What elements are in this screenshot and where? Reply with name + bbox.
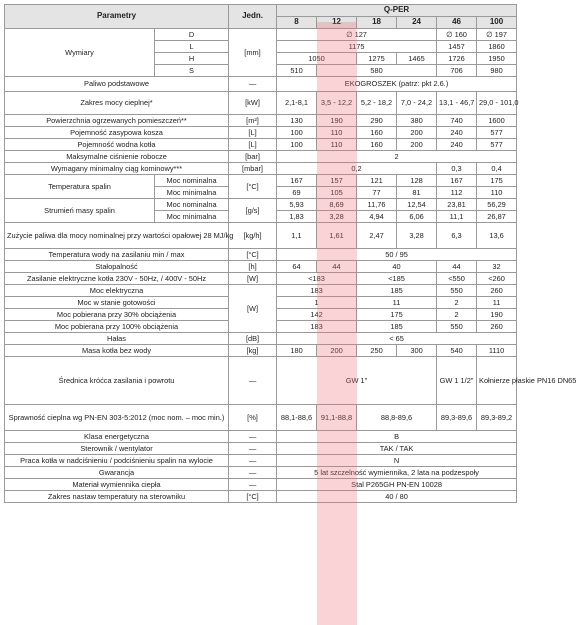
val-zas-100: <260 xyxy=(477,273,517,285)
val-stal-46: 44 xyxy=(437,261,477,273)
val-wodna-100: 577 xyxy=(477,139,517,151)
val-stal-100: 32 xyxy=(477,261,517,273)
val-kosz-100: 577 xyxy=(477,127,517,139)
val-mel1-8-12: 1 xyxy=(277,297,357,309)
label-ciag: Wymagany minimalny ciąg kominowy*** xyxy=(5,163,229,175)
row-temp-spalin-nom xyxy=(5,175,517,187)
label-klasa: Klasa energetyczna xyxy=(5,431,229,443)
val-masa-100: 1110 xyxy=(477,345,517,357)
unit-wodna: [L] xyxy=(229,139,277,151)
sub-strumien-nom: Moc nominalna xyxy=(155,199,229,211)
val-zuz-46: 6,3 xyxy=(437,223,477,249)
val-temp-wody: 50 / 95 xyxy=(277,249,517,261)
val-sn-18: 11,76 xyxy=(357,199,397,211)
val-kosz-8: 100 xyxy=(277,127,317,139)
label-wymiary: Wymiary xyxy=(5,29,155,77)
label-moc-el-3: Moc pobierana przy 100% obciążenia xyxy=(5,321,229,333)
val-mel0-18-24: 185 xyxy=(357,285,437,297)
val-mel0-100: 260 xyxy=(477,285,517,297)
label-material: Materiał wymiennika ciepła xyxy=(5,479,229,491)
val-d-46: ∅ 160 xyxy=(437,29,477,41)
header-parametry: Parametry xyxy=(5,5,229,29)
header-size-46: 46 xyxy=(437,17,477,29)
val-masa-18: 250 xyxy=(357,345,397,357)
label-gwarancja: Gwarancja xyxy=(5,467,229,479)
sub-s: S xyxy=(155,65,229,77)
val-tsm-12: 105 xyxy=(317,187,357,199)
val-gwarancja: 5 lat szczelność wymiennika, 2 lata na podzespoły xyxy=(277,467,517,479)
unit-sterownik: — xyxy=(229,443,277,455)
row-ciag xyxy=(5,163,517,175)
val-halas: < 65 xyxy=(277,333,517,345)
val-tsn-18: 121 xyxy=(357,175,397,187)
val-tsn-24: 128 xyxy=(397,175,437,187)
val-sm-18: 4,94 xyxy=(357,211,397,223)
header-size-8: 8 xyxy=(277,17,317,29)
unit-wymiary: [mm] xyxy=(229,29,277,77)
val-ciag-46: 0,3 xyxy=(437,163,477,175)
sub-strumien-min: Moc minimalna xyxy=(155,211,229,223)
header-size-24: 24 xyxy=(397,17,437,29)
label-wodna: Pojemność wodna kotła xyxy=(5,139,229,151)
val-d-100: ∅ 197 xyxy=(477,29,517,41)
val-material: Stal P265GH PN-EN 10028 xyxy=(277,479,517,491)
val-wodna-12: 110 xyxy=(317,139,357,151)
val-sm-100: 26,87 xyxy=(477,211,517,223)
val-masa-8: 180 xyxy=(277,345,317,357)
label-cisnienie: Maksymalne ciśnienie robocze xyxy=(5,151,229,163)
label-powierzchnia: Powierzchnia ogrzewanych pomieszczeń** xyxy=(5,115,229,127)
row-klasa xyxy=(5,431,517,443)
label-praca: Praca kotła w nadciśnieniu / podciśnieniu spalin na wylocie xyxy=(5,455,229,467)
val-zuz-12: 1,61 xyxy=(317,223,357,249)
label-sterownik: Sterownik / wentylator xyxy=(5,443,229,455)
unit-strumien: [g/s] xyxy=(229,199,277,223)
row-zakres xyxy=(5,92,517,115)
val-masa-24: 300 xyxy=(397,345,437,357)
val-mel1-46: 2 xyxy=(437,297,477,309)
val-h-8-12: 1050 xyxy=(277,53,357,65)
val-zuz-8: 1,1 xyxy=(277,223,317,249)
val-d-small: ∅ 127 xyxy=(277,29,437,41)
val-praca: N xyxy=(277,455,517,467)
row-masa xyxy=(5,345,517,357)
sub-l: L xyxy=(155,41,229,53)
row-material xyxy=(5,479,517,491)
header-size-100: 100 xyxy=(477,17,517,29)
val-tsn-46: 167 xyxy=(437,175,477,187)
val-sm-12: 3,28 xyxy=(317,211,357,223)
val-spr-8: 88,1-88,6 xyxy=(277,405,317,431)
val-mel3-100: 260 xyxy=(477,321,517,333)
val-sm-24: 6,06 xyxy=(397,211,437,223)
unit-zasilanie: [W] xyxy=(229,273,277,285)
row-zuzycie xyxy=(5,223,517,249)
header-model: Q-PER xyxy=(277,5,517,17)
val-kosz-18: 160 xyxy=(357,127,397,139)
val-pow-12: 190 xyxy=(317,115,357,127)
val-l-100: 1860 xyxy=(477,41,517,53)
val-spr-18-24: 88,8-89,6 xyxy=(357,405,437,431)
val-zakres-24: 7,0 - 24,2 xyxy=(397,92,437,115)
row-powierzchnia xyxy=(5,115,517,127)
row-temp-wody xyxy=(5,249,517,261)
unit-paliwo: — xyxy=(229,77,277,92)
header-size-18: 18 xyxy=(357,17,397,29)
val-stal-12: 44 xyxy=(317,261,357,273)
val-sn-12: 8,69 xyxy=(317,199,357,211)
row-moc-elektryczna xyxy=(5,285,517,297)
val-sred-small: GW 1" xyxy=(277,357,437,405)
unit-stalopalnosc: [h] xyxy=(229,261,277,273)
unit-zakres: [kW] xyxy=(229,92,277,115)
label-zasilanie: Zasilanie elektryczne kotła 230V - 50Hz, / 400V - 50Hz xyxy=(5,273,229,285)
unit-moc-el: [W] xyxy=(229,285,277,333)
val-pow-46: 740 xyxy=(437,115,477,127)
val-spr-12: 91,1-88,8 xyxy=(317,405,357,431)
val-tsm-100: 110 xyxy=(477,187,517,199)
row-sterownik xyxy=(5,443,517,455)
val-h-18: 1275 xyxy=(357,53,397,65)
label-zuzycie: Zużycie paliwa dla mocy nominalnej przy wartości opałowej 28 MJ/kg xyxy=(5,223,229,249)
val-zakres-temp: 40 / 80 xyxy=(277,491,517,503)
val-klasa: B xyxy=(277,431,517,443)
val-s-8: 510 xyxy=(277,65,317,77)
row-wymiary-d xyxy=(5,29,517,41)
val-mel3-46: 550 xyxy=(437,321,477,333)
val-paliwo: EKOGROSZEK (patrz: pkt 2.6.) xyxy=(277,77,517,92)
val-mel3-18-24: 185 xyxy=(357,321,437,333)
label-moc-el-1: Moc w stanie gotowości xyxy=(5,297,229,309)
val-tsm-46: 112 xyxy=(437,187,477,199)
val-zas-46: <550 xyxy=(437,273,477,285)
unit-masa: [kg] xyxy=(229,345,277,357)
row-wodna xyxy=(5,139,517,151)
unit-gwarancja: — xyxy=(229,467,277,479)
sub-temp-min: Moc minimalna xyxy=(155,187,229,199)
sub-h: H xyxy=(155,53,229,65)
val-tsm-8: 69 xyxy=(277,187,317,199)
unit-temp-spalin: [°C] xyxy=(229,175,277,199)
val-zakres-8: 2,1-8,1 xyxy=(277,92,317,115)
val-spr-46: 89,3-89,6 xyxy=(437,405,477,431)
val-ciag-100: 0,4 xyxy=(477,163,517,175)
label-moc-el-2: Moc pobierana przy 30% obciążenia xyxy=(5,309,229,321)
unit-klasa: — xyxy=(229,431,277,443)
unit-powierzchnia: [m²] xyxy=(229,115,277,127)
val-mel1-100: 11 xyxy=(477,297,517,309)
val-sred-46: GW 1 1/2" xyxy=(437,357,477,405)
val-tsn-100: 175 xyxy=(477,175,517,187)
val-zakres-12: 3,5 - 12,2 xyxy=(317,92,357,115)
val-zuz-24: 3,28 xyxy=(397,223,437,249)
val-zas-8-12: <183 xyxy=(277,273,357,285)
row-halas xyxy=(5,333,517,345)
val-ciag-small: 0,2 xyxy=(277,163,437,175)
val-sterownik: TAK / TAK xyxy=(277,443,517,455)
val-wodna-46: 240 xyxy=(437,139,477,151)
val-zuz-18: 2,47 xyxy=(357,223,397,249)
val-pow-18: 290 xyxy=(357,115,397,127)
label-sprawnosc: Sprawność cieplna wg PN-EN 303-5:2012 (moc nom. – moc min.) xyxy=(5,405,229,431)
val-kosz-46: 240 xyxy=(437,127,477,139)
row-cisnienie xyxy=(5,151,517,163)
val-sn-8: 5,93 xyxy=(277,199,317,211)
label-kosz: Pojemność zasypowa kosza xyxy=(5,127,229,139)
val-tsn-12: 157 xyxy=(317,175,357,187)
val-s-100: 980 xyxy=(477,65,517,77)
val-sm-8: 1,83 xyxy=(277,211,317,223)
val-tsm-24: 81 xyxy=(397,187,437,199)
unit-ciag: [mbar] xyxy=(229,163,277,175)
val-pow-100: 1600 xyxy=(477,115,517,127)
row-stalopalnosc xyxy=(5,261,517,273)
unit-praca: — xyxy=(229,455,277,467)
val-mel3-8-12: 183 xyxy=(277,321,357,333)
val-kosz-24: 200 xyxy=(397,127,437,139)
val-stal-18-24: 40 xyxy=(357,261,437,273)
val-spr-100: 89,3-89,2 xyxy=(477,405,517,431)
row-zasilanie xyxy=(5,273,517,285)
label-halas: Hałas xyxy=(5,333,229,345)
val-kosz-12: 110 xyxy=(317,127,357,139)
label-temp-wody: Temperatura wody na zasilaniu min / max xyxy=(5,249,229,261)
val-l-46: 1457 xyxy=(437,41,477,53)
val-cisnienie: 2 xyxy=(277,151,517,163)
val-wodna-24: 200 xyxy=(397,139,437,151)
val-wodna-8: 100 xyxy=(277,139,317,151)
unit-temp-wody: [°C] xyxy=(229,249,277,261)
unit-material: — xyxy=(229,479,277,491)
val-l-small: 1175 xyxy=(277,41,437,53)
val-pow-24: 380 xyxy=(397,115,437,127)
unit-cisnienie: [bar] xyxy=(229,151,277,163)
label-zakres-temp: Zakres nastaw temperatury na sterowniku xyxy=(5,491,229,503)
val-sn-100: 56,29 xyxy=(477,199,517,211)
val-masa-46: 540 xyxy=(437,345,477,357)
unit-zuzycie: [kg/h] xyxy=(229,223,277,249)
val-mel2-8-12: 142 xyxy=(277,309,357,321)
unit-sprawnosc: [%] xyxy=(229,405,277,431)
unit-halas: [dB] xyxy=(229,333,277,345)
val-masa-12: 200 xyxy=(317,345,357,357)
row-kosz xyxy=(5,127,517,139)
val-sn-46: 23,81 xyxy=(437,199,477,211)
val-s-46: 706 xyxy=(437,65,477,77)
val-pow-8: 130 xyxy=(277,115,317,127)
val-zakres-46: 13,1 - 46,7 xyxy=(437,92,477,115)
val-h-46: 1726 xyxy=(437,53,477,65)
sub-d: D xyxy=(155,29,229,41)
label-masa: Masa kotła bez wody xyxy=(5,345,229,357)
val-tsm-18: 77 xyxy=(357,187,397,199)
label-temp-spalin: Temperatura spalin xyxy=(5,175,155,199)
val-zakres-100: 29,0 - 101,0 xyxy=(477,92,517,115)
unit-kosz: [L] xyxy=(229,127,277,139)
header-jedn: Jedn. xyxy=(229,5,277,29)
unit-srednica: — xyxy=(229,357,277,405)
val-h-100: 1950 xyxy=(477,53,517,65)
sub-temp-nom: Moc nominalna xyxy=(155,175,229,187)
val-sn-24: 12,54 xyxy=(397,199,437,211)
row-srednica xyxy=(5,357,517,405)
row-sprawnosc xyxy=(5,405,517,431)
val-mel0-46: 550 xyxy=(437,285,477,297)
unit-zakres-temp: [°C] xyxy=(229,491,277,503)
spec-sheet xyxy=(4,4,576,503)
row-paliwo xyxy=(5,77,517,92)
row-gwarancja xyxy=(5,467,517,479)
row-praca xyxy=(5,455,517,467)
val-mel2-18-24: 175 xyxy=(357,309,437,321)
label-zakres: Zakres mocy cieplnej* xyxy=(5,92,229,115)
val-tsn-8: 167 xyxy=(277,175,317,187)
val-s-12-24: 580 xyxy=(317,65,437,77)
label-stalopalnosc: Stałopalność xyxy=(5,261,229,273)
row-strumien-nom xyxy=(5,199,517,211)
label-moc-el-0: Moc elektryczna xyxy=(5,285,229,297)
header-size-12: 12 xyxy=(317,17,357,29)
label-srednica: Średnica króćca zasilania i powrotu xyxy=(5,357,229,405)
row-zakres-temp xyxy=(5,491,517,503)
val-mel2-100: 190 xyxy=(477,309,517,321)
val-wodna-18: 160 xyxy=(357,139,397,151)
val-stal-8: 64 xyxy=(277,261,317,273)
val-zas-18-24: <185 xyxy=(357,273,437,285)
val-mel0-8-12: 183 xyxy=(277,285,357,297)
val-mel2-46: 2 xyxy=(437,309,477,321)
parameters-table xyxy=(4,4,576,503)
val-sred-100: Kołnierze płaskie PN16 DN65 xyxy=(477,357,517,405)
val-mel1-18-24: 11 xyxy=(357,297,437,309)
label-paliwo: Paliwo podstawowe xyxy=(5,77,229,92)
val-zuz-100: 13,6 xyxy=(477,223,517,249)
val-sm-46: 11,1 xyxy=(437,211,477,223)
val-zakres-18: 5,2 - 18,2 xyxy=(357,92,397,115)
label-strumien: Strumień masy spalin xyxy=(5,199,155,223)
val-h-24: 1465 xyxy=(397,53,437,65)
